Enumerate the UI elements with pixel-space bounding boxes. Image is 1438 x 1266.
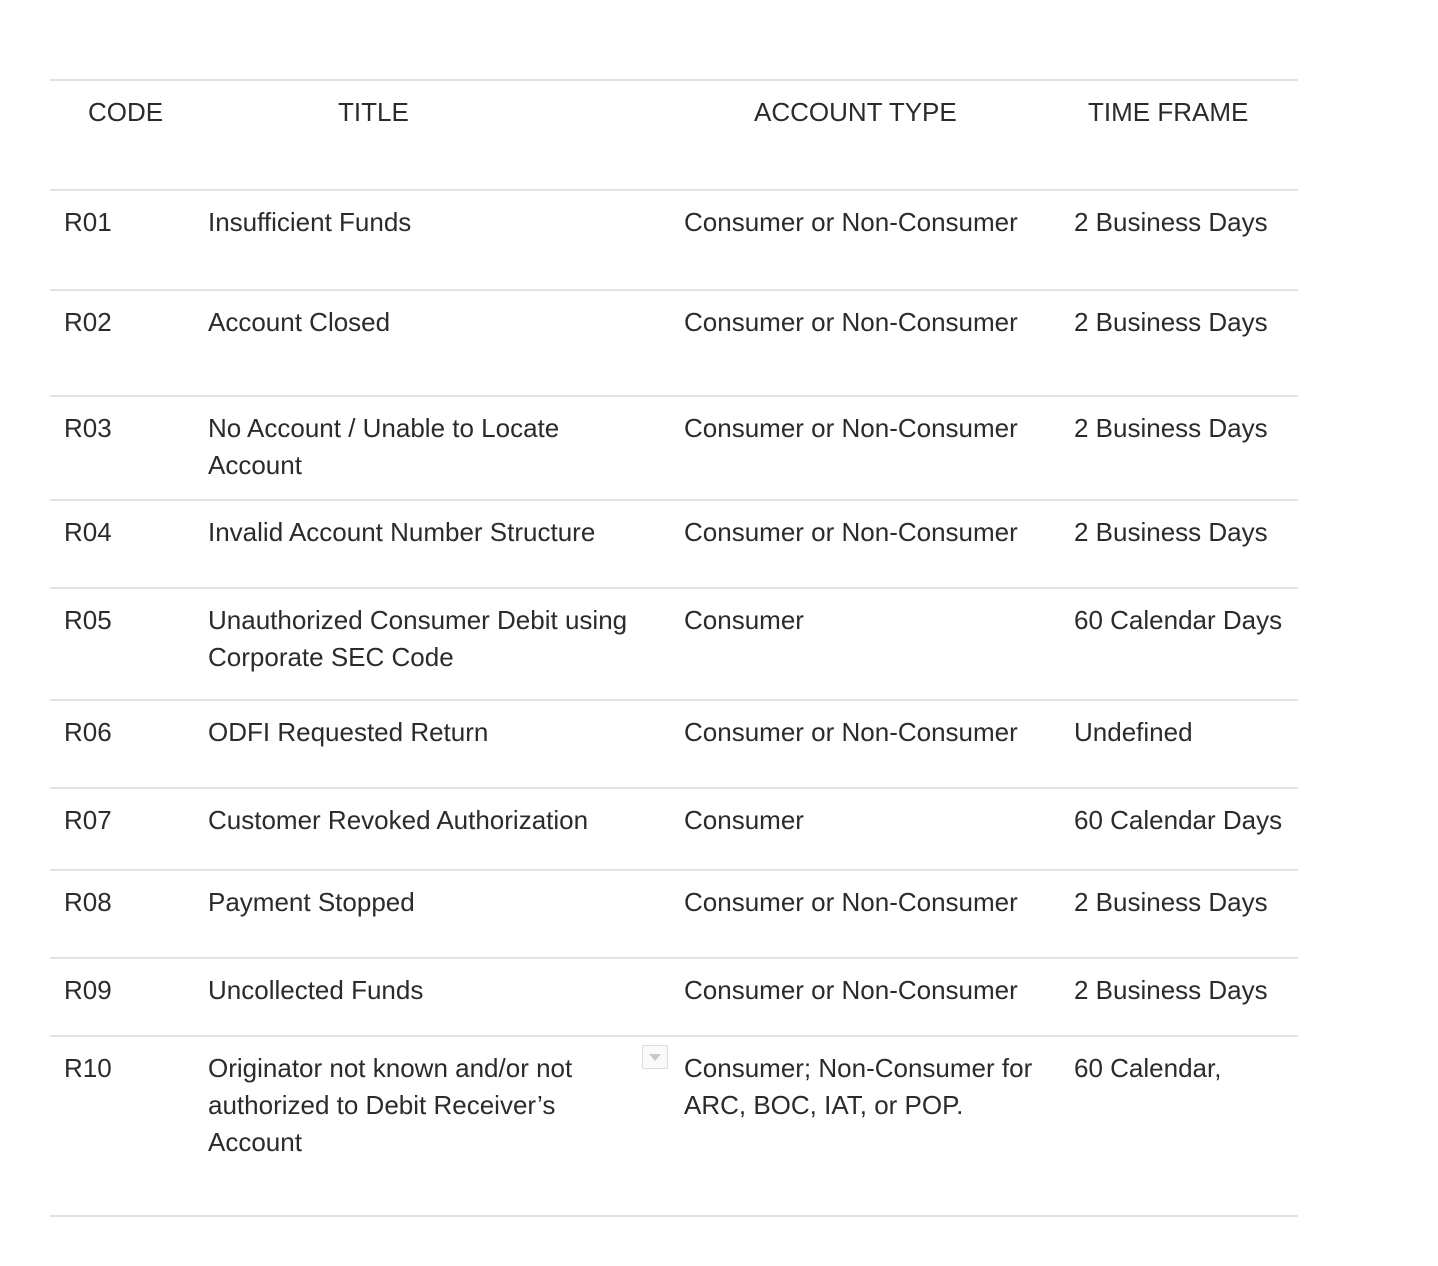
cell-code: R03 — [64, 413, 112, 443]
cell-time-frame: 60 Calendar Days — [1074, 605, 1283, 635]
cell-time-frame: 2 Business Days — [1074, 887, 1268, 917]
cell-time-frame: 2 Business Days — [1074, 975, 1268, 1005]
cell-title: Account Closed — [208, 307, 391, 337]
table-row — [50, 788, 1298, 870]
cell-account-type: Consumer; Non-Consumer for ARC, BOC, IAT, or POP. — [684, 1053, 1033, 1120]
cell-code: R04 — [64, 517, 112, 547]
table-row — [50, 290, 1298, 396]
cell-time-frame: Undefined — [1074, 717, 1193, 747]
table-row — [50, 1036, 1298, 1216]
cell-time-frame: 2 Business Days — [1074, 413, 1268, 443]
table-row — [50, 588, 1298, 700]
table-row — [50, 958, 1298, 1036]
cell-title: No Account / Unable to Locate Account — [208, 413, 560, 480]
cell-time-frame: 60 Calendar Days — [1074, 805, 1283, 835]
column-header-code: CODE — [88, 97, 164, 127]
cell-title: Unauthorized Consumer Debit using Corporate SEC Code — [208, 605, 628, 672]
cell-title: Insufficient Funds — [208, 207, 412, 237]
cell-account-type: Consumer or Non-Consumer — [684, 717, 1018, 747]
cell-account-type: Consumer or Non-Consumer — [684, 413, 1018, 443]
table-body — [50, 190, 1298, 1216]
cell-title: ODFI Requested Return — [208, 717, 489, 747]
cell-code: R10 — [64, 1053, 112, 1083]
cell-code: R09 — [64, 975, 112, 1005]
cell-title: Uncollected Funds — [208, 975, 424, 1005]
cell-code: R02 — [64, 307, 112, 337]
chevron-down-glyph — [649, 1054, 661, 1061]
cell-title: Invalid Account Number Structure — [208, 517, 596, 547]
cell-title: Customer Revoked Authorization — [208, 805, 589, 835]
table-row — [50, 190, 1298, 290]
return-codes-table-container — [50, 79, 1298, 1217]
cell-time-frame: 2 Business Days — [1074, 307, 1268, 337]
column-header-title: TITLE — [338, 97, 409, 127]
cell-account-type: Consumer or Non-Consumer — [684, 887, 1018, 917]
cell-code: R07 — [64, 805, 112, 835]
header-row — [50, 80, 1298, 190]
table-row — [50, 870, 1298, 958]
cell-code: R08 — [64, 887, 112, 917]
return-codes-table — [50, 79, 1298, 1217]
table-header — [50, 80, 1298, 190]
cell-account-type: Consumer or Non-Consumer — [684, 307, 1018, 337]
cell-time-frame: 60 Calendar, — [1074, 1053, 1222, 1083]
cell-account-type: Consumer or Non-Consumer — [684, 207, 1018, 237]
table-row — [50, 500, 1298, 588]
table-row — [50, 396, 1298, 500]
cell-code: R05 — [64, 605, 112, 635]
cell-title-text: Originator not known and/or not authorized to Debit Receiver’s Account — [208, 1053, 573, 1157]
column-header-time-frame: TIME FRAME — [1088, 97, 1249, 127]
cell-time-frame: 2 Business Days — [1074, 517, 1268, 547]
cell-code: R06 — [64, 717, 112, 747]
chevron-down-icon[interactable] — [642, 1045, 668, 1069]
column-header-account-type: ACCOUNT TYPE — [754, 97, 957, 127]
cell-time-frame: 2 Business Days — [1074, 207, 1268, 237]
cell-account-type: Consumer — [684, 605, 804, 635]
cell-account-type: Consumer or Non-Consumer — [684, 975, 1018, 1005]
cell-account-type: Consumer — [684, 805, 804, 835]
cell-account-type: Consumer or Non-Consumer — [684, 517, 1018, 547]
cell-title-with-dropdown — [194, 1036, 670, 1216]
table-row — [50, 700, 1298, 788]
cell-title: Payment Stopped — [208, 887, 415, 917]
cell-code: R01 — [64, 207, 112, 237]
